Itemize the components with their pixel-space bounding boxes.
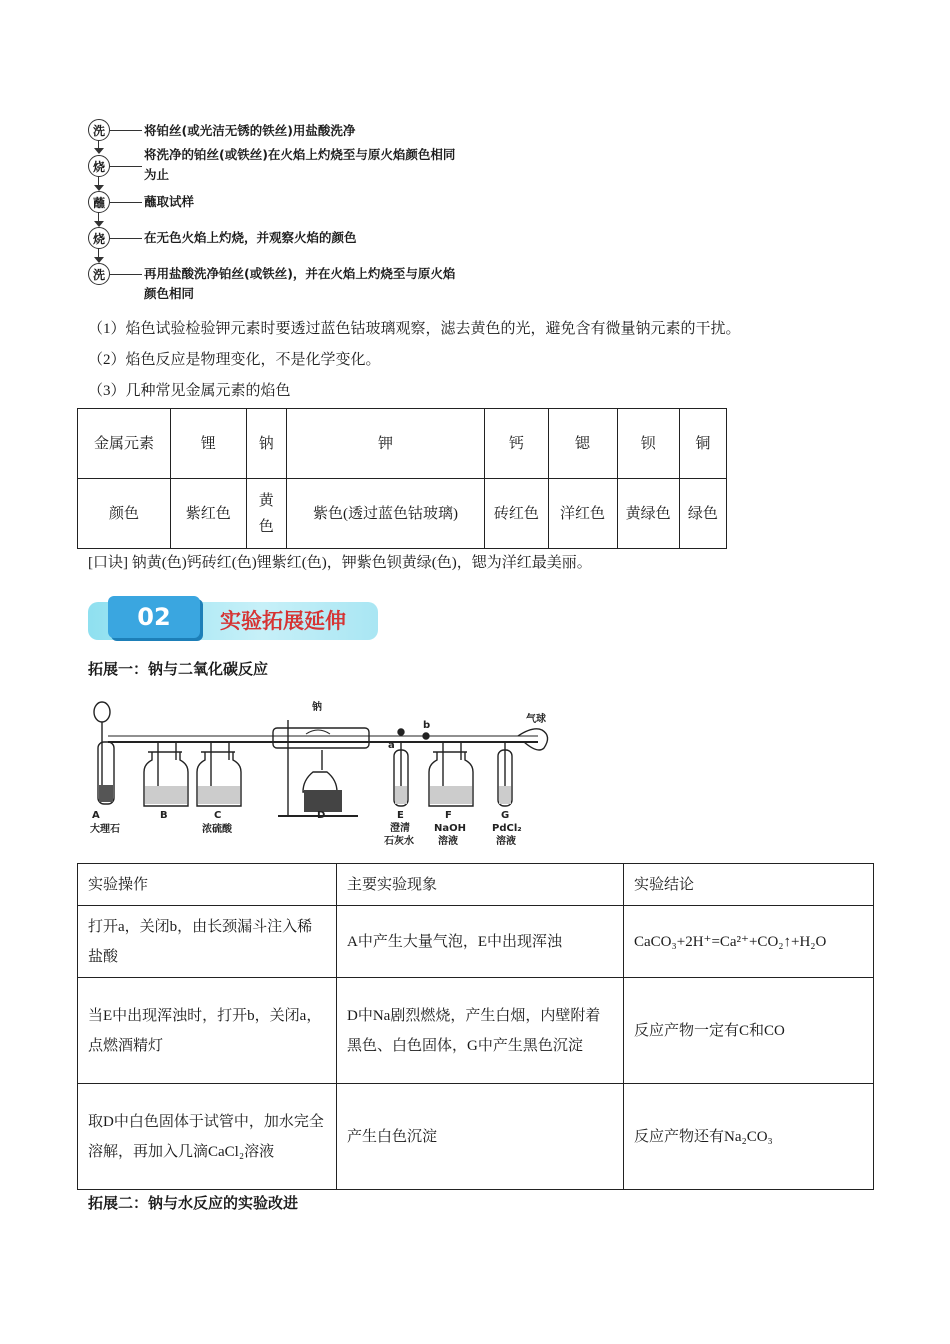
table-cell: 钡	[617, 409, 679, 479]
table-cell: 紫色(透过蓝色钴玻璃)	[287, 479, 485, 549]
label-f: F	[445, 810, 452, 821]
table-cell: 钠	[246, 409, 286, 479]
table-cell: D中Na剧烈燃烧，产生白烟，内壁附着黑色、白色固体，G中产生黑色沉淀	[337, 978, 624, 1084]
label-b: B	[160, 810, 168, 821]
step-char: 烧	[88, 227, 110, 249]
label-g-sub2: 溶液	[496, 836, 516, 847]
table-header-cell: 主要实验现象	[337, 864, 624, 906]
table-cell: 钾	[287, 409, 485, 479]
table-row	[78, 479, 727, 549]
label-a-sub: 大理石	[90, 824, 120, 835]
table-row	[78, 978, 874, 1084]
label-f-sub2: 溶液	[438, 836, 458, 847]
table-cell: 锂	[171, 409, 247, 479]
table-header-cell: 实验操作	[78, 864, 337, 906]
table-cell: CaCO₃+2H⁺=Ca²⁺+CO₂↑+H₂O	[624, 906, 874, 978]
table-header-row	[78, 864, 874, 906]
apparatus-c-bottle	[197, 742, 241, 806]
table-cell: 反应产物一定有C和CO	[624, 978, 874, 1084]
label-valve-b: b	[423, 720, 431, 731]
section-banner	[88, 596, 380, 644]
table-cell: 紫红色	[171, 479, 247, 549]
table-cell: 产生白色沉淀	[337, 1084, 624, 1190]
extension-2-title: 拓展二：钠与水反应的实验改进	[88, 1194, 299, 1212]
table-row	[78, 906, 874, 978]
table-cell: 绿色	[679, 479, 726, 549]
experiment-table	[77, 863, 874, 1190]
apparatus-d-tube	[273, 720, 369, 816]
apparatus-e-tube	[394, 742, 408, 806]
label-a: A	[92, 810, 100, 821]
label-balloon: 气球	[526, 714, 546, 725]
apparatus-g-tube	[498, 729, 548, 806]
table-header-cell: 实验结论	[624, 864, 874, 906]
banner-title: 实验拓展延伸	[220, 609, 346, 633]
table-cell: 颜色	[78, 479, 171, 549]
extension-1-title: 拓展一：钠与二氧化碳反应	[88, 660, 269, 678]
table-cell: 锶	[548, 409, 617, 479]
label-d: D	[317, 810, 326, 821]
flow-arrow-icon	[94, 148, 104, 154]
step-text: 在无色火焰上灼烧，并观察火焰的颜色	[144, 230, 357, 245]
apparatus-f-bottle	[429, 742, 473, 806]
table-cell: 反应产物还有Na₂CO₃	[624, 1084, 874, 1190]
step-text: 将洗净的铂丝(或铁丝)在火焰上灼烧至与原火焰颜色相同为止	[144, 147, 456, 182]
table-cell: 当E中出现浑浊时，打开b，关闭a，点燃酒精灯	[78, 978, 337, 1084]
note-2: （2）焰色反应是物理变化，不是化学变化。	[88, 352, 381, 368]
table-cell: 黄色	[246, 479, 286, 549]
label-c: C	[214, 810, 222, 821]
table-cell: 打开a，关闭b，由长颈漏斗注入稀盐酸	[78, 906, 337, 978]
table-cell: 钙	[485, 409, 548, 479]
step-text: 将铂丝(或光洁无锈的铁丝)用盐酸洗净	[144, 123, 356, 138]
label-e: E	[397, 810, 404, 821]
label-f-sub1: NaOH	[434, 823, 466, 834]
label-g: G	[501, 810, 510, 821]
label-sodium: 钠	[312, 702, 322, 713]
table-header-row	[78, 409, 727, 479]
table-cell: 取D中白色固体于试管中，加水完全溶解，再加入几滴CaCl₂溶液	[78, 1084, 337, 1190]
banner-number: 02	[137, 603, 171, 631]
note-1: （1）焰色试验检验钾元素时要透过蓝色钴玻璃观察，滤去黄色的光，避免含有微量钠元素的干扰。	[88, 321, 741, 337]
table-cell: 金属元素	[78, 409, 171, 479]
apparatus-a-flask	[94, 702, 114, 804]
label-e-sub1: 澄清	[390, 823, 410, 834]
table-cell: A中产生大量气泡，E中出现浑浊	[337, 906, 624, 978]
table-row	[78, 1084, 874, 1190]
step-text: 再用盐酸洗净铂丝(或铁丝)，并在火焰上灼烧至与原火焰颜色相同	[144, 266, 456, 301]
label-e-sub2: 石灰水	[384, 836, 414, 847]
label-c-sub: 浓硫酸	[202, 824, 232, 835]
flame-color-table	[77, 408, 727, 549]
table-cell: 洋红色	[548, 479, 617, 549]
table-cell: 黄绿色	[617, 479, 679, 549]
apparatus-b-bottle	[144, 742, 188, 806]
table-cell: 砖红色	[485, 479, 548, 549]
valve-b-icon	[423, 733, 429, 739]
step-char: 洗	[88, 119, 110, 141]
mnemonic: [口诀] 钠黄(色)钙砖红(色)锂紫红(色)，钾紫色钡黄绿(色)，锶为洋红最美丽。	[88, 555, 592, 571]
step-text: 蘸取试样	[144, 194, 195, 209]
table-cell: 铜	[679, 409, 726, 479]
label-valve-a: a	[388, 740, 395, 751]
apparatus-diagram	[88, 690, 558, 850]
note-3: （3）几种常见金属元素的焰色	[88, 383, 291, 399]
label-g-sub1: PdCl₂	[492, 823, 522, 834]
flame-test-flowchart	[88, 116, 508, 308]
step-char: 烧	[88, 155, 110, 177]
valve-a-icon	[398, 729, 404, 735]
step-char: 蘸	[88, 191, 110, 213]
step-char: 洗	[88, 263, 110, 285]
